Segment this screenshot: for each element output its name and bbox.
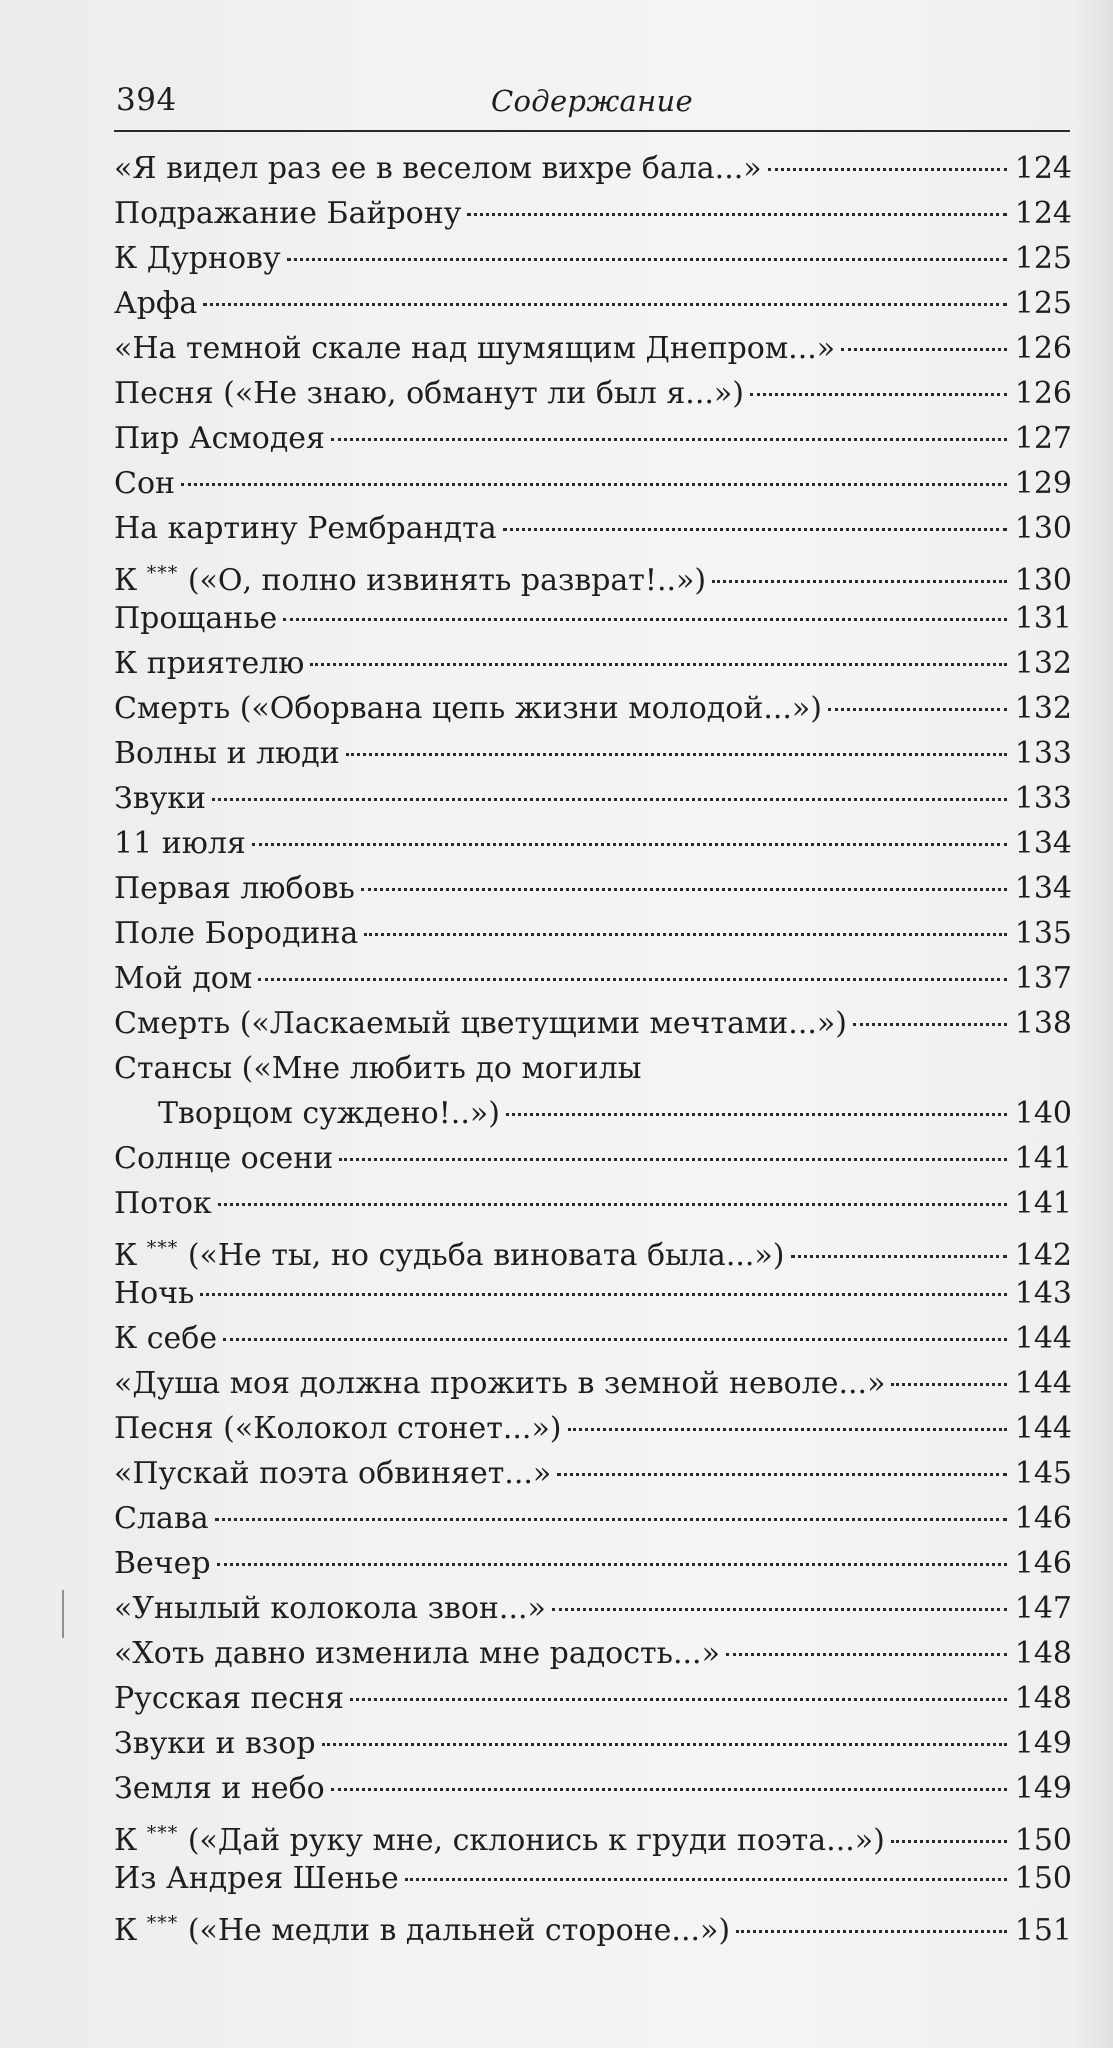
entry-title: Земля и небо [114, 1771, 325, 1806]
dot-leader [552, 1608, 1007, 1611]
entry-page-number: 126 [1014, 376, 1072, 411]
toc-entry [114, 1631, 1072, 1676]
entry-page-number: 131 [1014, 601, 1072, 636]
dot-leader [712, 580, 1007, 583]
toc-entry [114, 1766, 1072, 1811]
entry-title-stars: *** [146, 1237, 179, 1259]
dot-leader [287, 258, 1007, 261]
entry-title: Из Андрея Шенье [114, 1861, 399, 1896]
dot-leader [218, 1203, 1007, 1206]
toc-entry [114, 281, 1072, 326]
dot-leader [750, 393, 1007, 396]
toc-entry [114, 686, 1072, 731]
dot-leader [200, 1293, 1006, 1296]
entry-page-number: 148 [1014, 1681, 1072, 1716]
toc-entry [114, 1406, 1072, 1451]
entry-page-number: 138 [1014, 1006, 1072, 1041]
entry-page-number: 145 [1014, 1456, 1072, 1491]
toc-entry [114, 1901, 1072, 1946]
entry-title: 11 июля [114, 826, 246, 861]
page-edge-shadow [1075, 0, 1113, 2048]
entry-page-number: 125 [1014, 241, 1072, 276]
toc-entry [114, 1226, 1072, 1271]
entry-title: Поле Бородина [114, 916, 359, 951]
entry-title: Песня («Колокол стонет...») [114, 1411, 562, 1446]
toc-entry [114, 551, 1072, 596]
entry-page-number: 133 [1014, 781, 1072, 816]
entry-title-stars: *** [146, 1912, 179, 1934]
entry-page-number: 147 [1014, 1591, 1072, 1626]
toc-entry [114, 236, 1072, 281]
entry-page-number: 124 [1014, 151, 1072, 186]
toc-entry [114, 821, 1072, 866]
dot-leader [212, 798, 1007, 801]
entry-title: Сон [114, 466, 176, 501]
entry-title: «Душа моя должна прожить в земной неволе...» [114, 1366, 886, 1401]
entry-page-number: 130 [1014, 511, 1072, 546]
toc-entry [114, 956, 1072, 1001]
dot-leader [258, 978, 1007, 981]
entry-title-stars: *** [146, 562, 179, 584]
toc-entry [114, 326, 1072, 371]
entry-title: Первая любовь [114, 871, 355, 906]
entry-title: К Дурнову [114, 241, 281, 276]
entry-title-text: («О, полно извинять разврат!..») [187, 563, 707, 598]
entry-page-number: 143 [1014, 1276, 1072, 1311]
entry-title-prefix: К [114, 563, 138, 598]
entry-title: Пир Асмодея [114, 421, 325, 456]
dot-leader [283, 618, 1006, 621]
entry-page-number: 126 [1014, 331, 1072, 366]
dot-leader [736, 1930, 1007, 1933]
toc-entry [114, 1541, 1072, 1586]
entry-page-number: 132 [1014, 691, 1072, 726]
toc-entry [114, 416, 1072, 461]
toc-entry [114, 641, 1072, 686]
toc-entry [114, 1136, 1072, 1181]
entry-title-text: («Не ты, но судьба виновата была...») [187, 1238, 785, 1273]
toc-entry [114, 1676, 1072, 1721]
dot-leader [215, 1518, 1007, 1521]
entry-title: Вечер [114, 1546, 211, 1581]
dot-leader [203, 303, 1006, 306]
entry-title: Подражание Байрону [114, 196, 462, 231]
dot-leader [467, 213, 1006, 216]
entry-title: Поток [114, 1186, 212, 1221]
dot-leader [557, 1473, 1006, 1476]
entry-page-number: 149 [1014, 1771, 1072, 1806]
table-of-contents [114, 146, 1072, 1946]
toc-entry [114, 1496, 1072, 1541]
entry-page-number: 129 [1014, 466, 1072, 501]
dot-leader [364, 933, 1006, 936]
dot-leader [503, 528, 1007, 531]
entry-page-number: 125 [1014, 286, 1072, 321]
toc-entry [114, 776, 1072, 821]
dot-leader [322, 1743, 1007, 1746]
entry-title: «Я видел раз ее в веселом вихре бала...» [114, 151, 762, 186]
entry-page-number: 124 [1014, 196, 1072, 231]
toc-entry [114, 731, 1072, 776]
entry-page-number: 130 [1014, 563, 1072, 598]
entry-title: Слава [114, 1501, 209, 1536]
entry-title-prefix: К [114, 1823, 138, 1858]
entry-page-number: 144 [1014, 1321, 1072, 1356]
entry-title: К себе [114, 1321, 218, 1356]
entry-title: «На темной скале над шумящим Днепром...» [114, 331, 836, 366]
entry-title: Волны и люди [114, 736, 340, 771]
dot-leader [891, 1840, 1007, 1843]
dot-leader [891, 1383, 1006, 1386]
entry-title: «Хоть давно изменила мне радость...» [114, 1636, 720, 1671]
entry-title: Мой дом [114, 961, 253, 996]
toc-entry-continuation [114, 1091, 1072, 1136]
entry-page-number: 134 [1014, 871, 1072, 906]
entry-title: Солнце осени [114, 1141, 334, 1176]
toc-entry [114, 1721, 1072, 1766]
dot-leader [853, 1023, 1007, 1026]
entry-title: Прощанье [114, 601, 278, 636]
entry-page-number: 141 [1014, 1141, 1072, 1176]
entry-title: Смерть («Оборвана цепь жизни молодой...») [114, 691, 822, 726]
entry-page-number: 140 [1014, 1096, 1072, 1131]
toc-entry [114, 1451, 1072, 1496]
entry-title: «Пускай поэта обвиняет...» [114, 1456, 552, 1491]
dot-leader [217, 1563, 1007, 1566]
entry-title [114, 1901, 730, 1953]
entry-page-number: 146 [1014, 1501, 1072, 1536]
entry-title: Стансы («Мне любить до могилы [114, 1051, 642, 1086]
entry-page-number: 144 [1014, 1411, 1072, 1446]
entry-title-prefix: К [114, 1238, 138, 1273]
entry-page-number: 150 [1014, 1861, 1072, 1896]
dot-leader [223, 1338, 1007, 1341]
entry-page-number: 141 [1014, 1186, 1072, 1221]
header-title: Содержание [491, 84, 693, 118]
entry-title: На картину Рембрандта [114, 511, 497, 546]
entry-page-number: 144 [1014, 1366, 1072, 1401]
entry-page-number: 127 [1014, 421, 1072, 456]
toc-entry [114, 146, 1072, 191]
entry-title-continuation: Творцом суждено!..») [158, 1096, 500, 1131]
entry-title-prefix: К [114, 1913, 138, 1948]
entry-title: Звуки [114, 781, 206, 816]
entry-page-number: 132 [1014, 646, 1072, 681]
entry-title: Смерть («Ласкаемый цветущими мечтами...») [114, 1006, 847, 1041]
entry-title: Арфа [114, 286, 198, 321]
entry-title-text: («Дай руку мне, склонись к груди поэта...») [187, 1823, 885, 1858]
dot-leader [331, 1788, 1007, 1791]
entry-title: Ночь [114, 1276, 195, 1311]
toc-entry [114, 1361, 1072, 1406]
dot-leader [361, 888, 1007, 891]
entry-title: Песня («Не знаю, обманут ли был я...») [114, 376, 744, 411]
toc-entry [114, 911, 1072, 956]
dot-leader [181, 483, 1007, 486]
dot-leader [726, 1653, 1007, 1656]
entry-page-number: 142 [1014, 1238, 1072, 1273]
entry-page-number: 151 [1014, 1913, 1072, 1948]
entry-page-number: 137 [1014, 961, 1072, 996]
dot-leader [405, 1878, 1007, 1881]
dot-leader [768, 168, 1007, 171]
toc-entry [114, 1181, 1072, 1226]
dot-leader [331, 438, 1007, 441]
dot-leader [841, 348, 1007, 351]
toc-entry [114, 1046, 1072, 1091]
margin-mark [62, 1590, 64, 1638]
toc-entry [114, 1586, 1072, 1631]
dot-leader [568, 1428, 1007, 1431]
toc-entry [114, 191, 1072, 236]
entry-page-number: 134 [1014, 826, 1072, 861]
entry-page-number: 149 [1014, 1726, 1072, 1761]
dot-leader [791, 1255, 1007, 1258]
toc-entry [114, 1001, 1072, 1046]
toc-entry [114, 866, 1072, 911]
dot-leader [310, 663, 1006, 666]
dot-leader [828, 708, 1007, 711]
entry-title: К приятелю [114, 646, 305, 681]
entry-page-number: 146 [1014, 1546, 1072, 1581]
entry-page-number: 150 [1014, 1823, 1072, 1858]
toc-entry [114, 1316, 1072, 1361]
toc-entry [114, 371, 1072, 416]
toc-entry [114, 461, 1072, 506]
entry-page-number: 135 [1014, 916, 1072, 951]
dot-leader [252, 843, 1007, 846]
dot-leader [339, 1158, 1006, 1161]
entry-title: «Унылый колокола звон...» [114, 1591, 546, 1626]
toc-entry [114, 1811, 1072, 1856]
entry-page-number: 133 [1014, 736, 1072, 771]
entry-title [114, 1226, 785, 1278]
dot-leader [346, 753, 1007, 756]
entry-page-number: 148 [1014, 1636, 1072, 1671]
entry-title: Русская песня [114, 1681, 345, 1716]
running-header [114, 78, 1070, 132]
dot-leader [350, 1698, 1007, 1701]
entry-title-stars: *** [146, 1822, 179, 1844]
entry-title-text: («Не медли в дальней стороне...») [187, 1913, 731, 1948]
toc-entry [114, 506, 1072, 551]
page-number: 394 [116, 82, 177, 118]
dot-leader [506, 1113, 1007, 1116]
entry-title: Звуки и взор [114, 1726, 316, 1761]
